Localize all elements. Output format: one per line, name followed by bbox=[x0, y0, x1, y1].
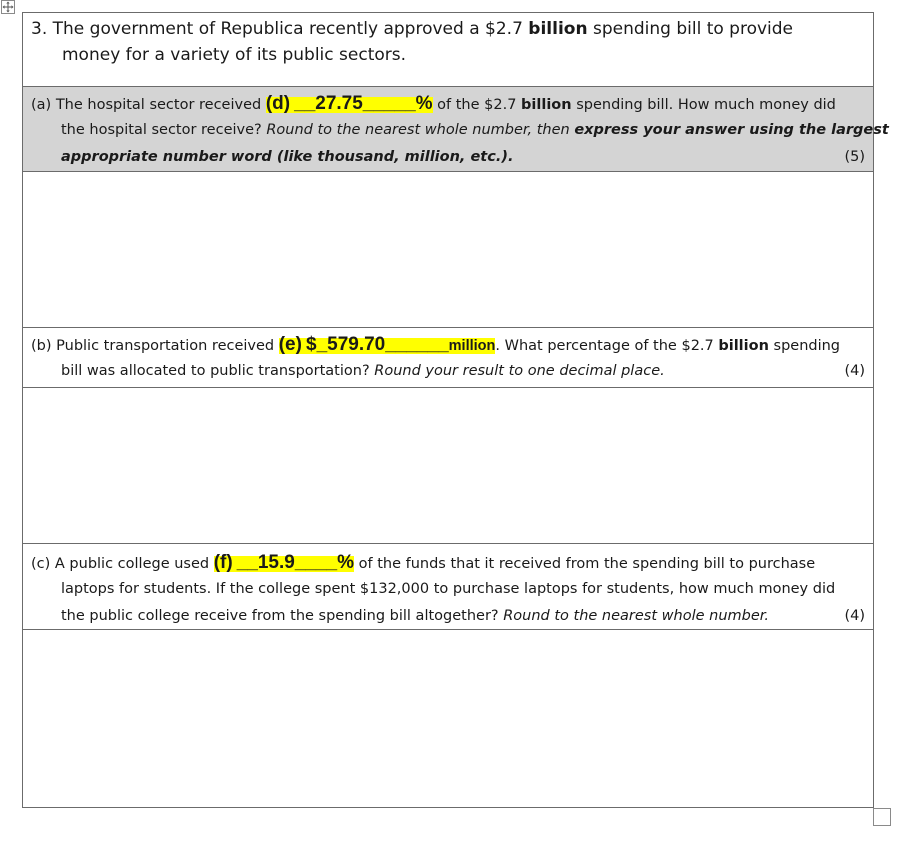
part-text: bill was allocated to public transportation? bbox=[61, 363, 375, 379]
part-text: of the $2.7 bbox=[432, 97, 522, 113]
move-arrows-icon bbox=[2, 1, 14, 13]
part-text: the hospital sector receive? bbox=[61, 122, 267, 138]
question-table bbox=[22, 12, 889, 808]
part-label: (c) bbox=[31, 556, 51, 572]
question-text-line2: money for a variety of its public sectors. bbox=[62, 45, 407, 65]
part-text: of the funds that it received from the spending bill to purchase bbox=[354, 556, 816, 572]
bold-word: billion bbox=[718, 338, 769, 354]
part-text: spending bbox=[768, 338, 841, 354]
part-a-answer-space[interactable] bbox=[23, 171, 873, 327]
part-text: laptops for students. If the college spent $132,000 to purchase laptops for students, how much money did bbox=[61, 581, 836, 597]
question-number: 3. bbox=[31, 19, 48, 39]
italic-instruction: Round to the nearest whole number. bbox=[503, 608, 770, 624]
answer-highlight bbox=[213, 552, 355, 573]
answer-value: __15.9____% bbox=[236, 552, 355, 573]
bold-italic-instruction: appropriate number word (like thousand, million, etc.). bbox=[61, 149, 514, 165]
part-text: Public transportation received bbox=[56, 338, 279, 354]
bold-italic-instruction: express your answer using the largest bbox=[574, 122, 889, 138]
answer-label: (f) bbox=[213, 552, 233, 573]
part-text: spending bill. How much money did bbox=[571, 97, 836, 113]
part-b-answer-space[interactable] bbox=[23, 387, 873, 543]
part-a-prompt bbox=[23, 86, 889, 171]
part-text: the public college receive from the spending bill altogether? bbox=[61, 608, 504, 624]
table-move-handle-icon[interactable] bbox=[1, 0, 15, 14]
part-text: The hospital sector received bbox=[55, 97, 266, 113]
italic-instruction: Round your result to one decimal place. bbox=[374, 363, 665, 379]
answer-value: __27.75_____% bbox=[294, 93, 433, 114]
part-c-prompt bbox=[23, 543, 873, 629]
answer-unit: million bbox=[448, 338, 496, 354]
resize-square-icon[interactable] bbox=[873, 808, 891, 826]
italic-instruction: Round to the nearest whole number, then bbox=[266, 122, 575, 138]
answer-value: $_579.70______ bbox=[306, 334, 449, 355]
part-label: (b) bbox=[31, 338, 52, 354]
bold-word: billion bbox=[521, 97, 572, 113]
answer-highlight bbox=[278, 334, 496, 355]
question-bold-word: billion bbox=[528, 19, 588, 39]
question-text-part: The government of Republica recently approved a $2.7 bbox=[52, 19, 529, 39]
answer-highlight bbox=[265, 93, 433, 114]
part-text: . What percentage of the $2.7 bbox=[495, 338, 719, 354]
part-text: A public college used bbox=[54, 556, 214, 572]
answer-label: (e) bbox=[278, 334, 302, 355]
answer-label: (d) bbox=[265, 93, 291, 114]
points-label: (5) bbox=[844, 149, 865, 165]
points-label: (4) bbox=[844, 363, 865, 379]
part-c-answer-space[interactable] bbox=[23, 629, 873, 807]
question-header bbox=[23, 13, 873, 86]
part-b-prompt bbox=[23, 327, 873, 387]
question-text-part: spending bill to provide bbox=[587, 19, 794, 39]
points-label: (4) bbox=[844, 608, 865, 624]
part-label: (a) bbox=[31, 97, 52, 113]
